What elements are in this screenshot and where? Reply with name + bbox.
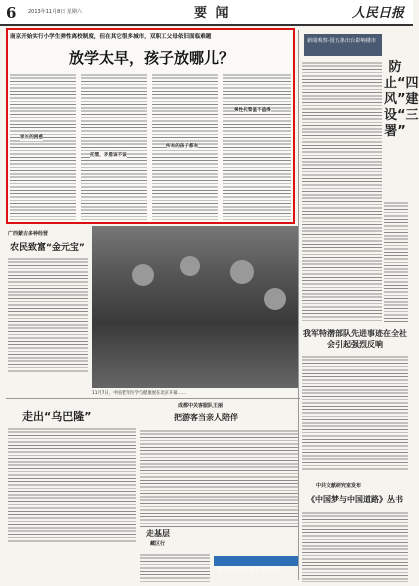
- bottom-left-title[interactable]: 走出“乌巴隆”: [22, 410, 92, 423]
- right-bottom-title[interactable]: 《中国梦与中国道路》丛书: [307, 495, 403, 504]
- section-title: 要 闻: [194, 6, 231, 21]
- issue-date: 2013年11月8日 星期六: [28, 9, 82, 15]
- newspaper-logo: 人民日报: [352, 6, 405, 21]
- right-bottom-kicker: 中共文献研究室发布: [316, 483, 362, 489]
- left-kicker: 广西蒙古多种经营: [8, 231, 49, 237]
- mid-kicker: 成都中关客服队王丽: [178, 403, 224, 409]
- subhead: 弹性托管值不值得: [234, 108, 271, 113]
- small-title: 走基层: [146, 529, 170, 538]
- blue-headline: 提升公民法治素养文明素质: [217, 567, 282, 573]
- header-rule: [0, 24, 413, 26]
- vertical-title[interactable]: 防止“四风”建设“三署”: [384, 60, 419, 139]
- body-column: [223, 72, 291, 220]
- featured-body: [10, 72, 291, 220]
- featured-kicker: 南京开始实行小学生弹性离校制度，但在其它很多城市，双职工父母依旧面临难题: [10, 34, 212, 40]
- subhead: 所有的孩子都有: [166, 144, 199, 149]
- divider: [6, 398, 300, 399]
- right-lower-title[interactable]: 我军特潜部队先进事迹在全社会引起强烈反响: [303, 329, 407, 349]
- news-banner: [304, 34, 382, 56]
- body-column: [81, 72, 147, 220]
- person-figure: [230, 260, 254, 284]
- body-column: [10, 72, 76, 220]
- person-figure: [132, 264, 154, 286]
- photo-caption: 11月7日，中国老年医学与健康展在北京开幕……: [92, 390, 298, 396]
- right-column-text: [384, 200, 408, 322]
- bottom-left-text: [8, 426, 136, 544]
- small-subtitle: 藏区行: [150, 541, 166, 547]
- mid-text: [140, 428, 298, 528]
- mid-title[interactable]: 把游客当亲人陪伴: [174, 413, 238, 422]
- featured-headline[interactable]: 放学太早，孩子放哪儿？: [68, 49, 234, 67]
- page-number: 6: [6, 4, 17, 22]
- person-figure: [264, 288, 286, 310]
- subhead: 托管，矛盾该不该: [90, 153, 127, 158]
- banner-text: 新闻观察·国五条出台影响楼市: [307, 38, 377, 44]
- right-bottom-text: [302, 510, 408, 582]
- right-lower-text: [302, 354, 408, 472]
- blue-headline-bar: [214, 556, 298, 573]
- news-photo[interactable]: [92, 226, 298, 388]
- subhead: 家长的困惑: [20, 135, 43, 140]
- masthead: [0, 0, 413, 24]
- column-divider: [298, 30, 299, 580]
- small-text: [140, 552, 210, 582]
- person-figure: [180, 256, 200, 276]
- left-title[interactable]: 农民致富“金元宝”: [10, 243, 85, 253]
- left-column-text: [8, 256, 88, 374]
- right-column-text: [302, 60, 382, 322]
